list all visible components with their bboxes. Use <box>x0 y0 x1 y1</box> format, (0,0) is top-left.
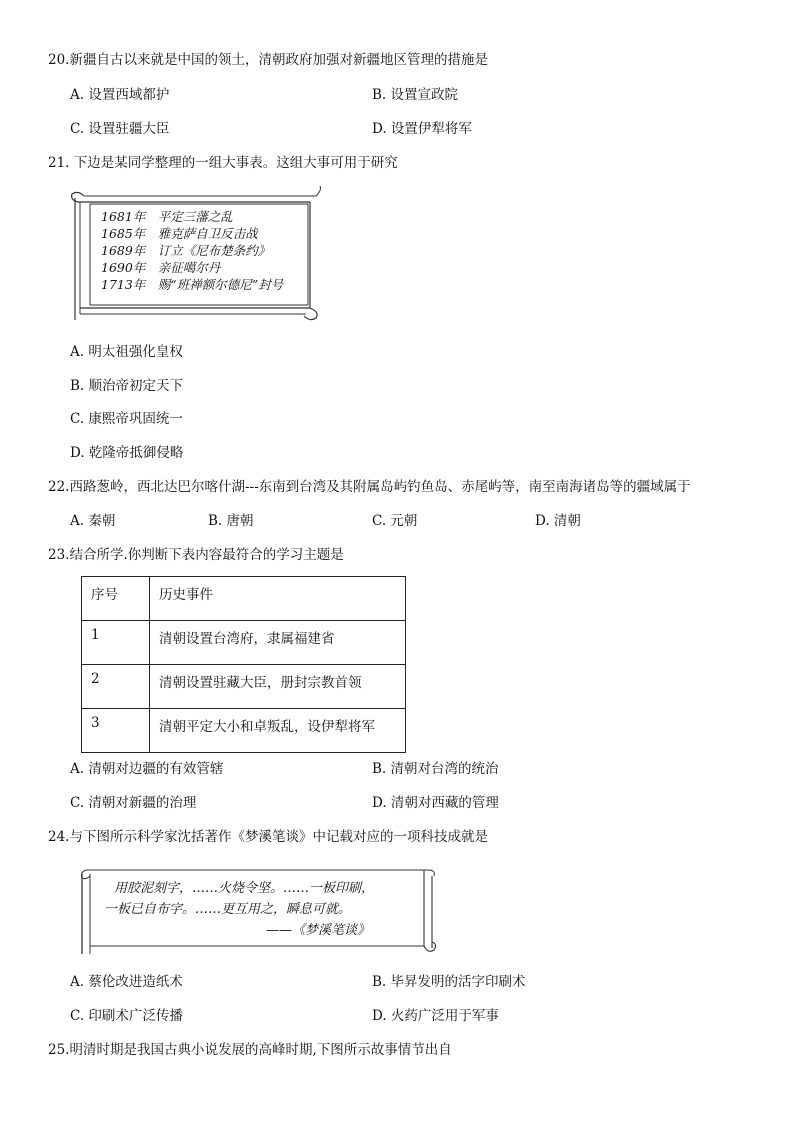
header-number: 序号 <box>91 587 118 603</box>
question-22-stem: 22.西路葱岭，西北达巴尔喀什湖---东南到台湾及其附属岛屿钓鱼岛、赤尾屿等，南至南海诸岛等的疆域属于 <box>48 479 691 495</box>
q22-option-b[interactable]: B. 唐朝 <box>208 513 254 529</box>
header-event: 历史事件 <box>159 587 213 603</box>
row-3-event: 清朝平定大小和卓叛乱，设伊犁将军 <box>159 719 375 735</box>
q23-option-a[interactable]: A. 清朝对边疆的有效管辖 <box>70 761 224 777</box>
table-row <box>82 665 406 709</box>
quote-line-2: 一板已自布字。……更互用之，瞬息可就。 <box>104 902 352 917</box>
event-scroll-image <box>70 186 324 322</box>
events-table <box>81 576 406 753</box>
event-line-3: 1689年 订立《尼布楚条约》 <box>101 243 271 258</box>
q21-option-b[interactable]: B. 顺治帝初定天下 <box>70 378 184 394</box>
table-row <box>82 621 406 665</box>
event-line-1: 1681年 平定三藩之乱 <box>101 209 233 224</box>
row-1-event: 清朝设置台湾府，隶属福建省 <box>159 631 335 647</box>
q22-option-c[interactable]: C. 元朝 <box>372 513 418 529</box>
question-25-stem: 25.明清时期是我国古典小说发展的高峰时期,下图所示故事情节出自 <box>48 1042 452 1058</box>
question-21-stem: 21. 下边是某同学整理的一组大事表。这组大事可用于研究 <box>48 155 398 171</box>
q21-option-d[interactable]: D. 乾隆帝抵御侵略 <box>70 445 184 461</box>
q24-option-d[interactable]: D. 火药广泛用于军事 <box>372 1008 499 1024</box>
question-20-stem: 20.新疆自古以来就是中国的领土，清朝政府加强对新疆地区管理的措施是 <box>48 52 488 68</box>
q22-option-a[interactable]: A. 秦朝 <box>70 513 116 529</box>
quote-source: ——《梦溪笔谈》 <box>266 923 371 938</box>
table-header-row <box>82 577 406 621</box>
event-line-5: 1713年 赐“班禅额尔德尼”封号 <box>101 277 284 292</box>
q23-option-b[interactable]: B. 清朝对台湾的统治 <box>372 761 499 777</box>
q21-option-a[interactable]: A. 明太祖强化皇权 <box>70 344 183 360</box>
q20-option-d[interactable]: D. 设置伊犁将军 <box>372 121 472 137</box>
q24-option-b[interactable]: B. 毕昇发明的活字印刷术 <box>372 974 526 990</box>
mengxi-quote <box>104 878 375 941</box>
q23-option-d[interactable]: D. 清朝对西藏的管理 <box>372 795 499 811</box>
row-2-event: 清朝设置驻藏大臣，册封宗教首领 <box>159 675 362 691</box>
q21-option-c[interactable]: C. 康熙帝巩固统一 <box>70 411 183 427</box>
q24-option-c[interactable]: C. 印刷术广泛传播 <box>70 1008 183 1024</box>
row-1-number: 1 <box>91 627 100 643</box>
q24-option-a[interactable]: A. 蔡伦改进造纸术 <box>70 974 183 990</box>
event-line-4: 1690年 亲征噶尔丹 <box>101 260 221 275</box>
q20-option-b[interactable]: B. 设置宣政院 <box>372 87 459 103</box>
row-3-number: 3 <box>91 715 100 731</box>
q20-option-a[interactable]: A. 设置西域都护 <box>70 87 170 103</box>
mengxi-scroll-image <box>78 866 440 956</box>
q23-option-c[interactable]: C. 清朝对新疆的治理 <box>70 795 197 811</box>
quote-line-1: 用胶泥刻字，……火烧令坚。……一板印刷， <box>114 881 375 896</box>
question-23-stem: 23.结合所学.你判断下表内容最符合的学习主题是 <box>48 547 344 563</box>
event-line-2: 1685年 雅克萨自卫反击战 <box>101 226 258 241</box>
q22-option-d[interactable]: D. 清朝 <box>535 513 581 529</box>
q20-option-c[interactable]: C. 设置驻疆大臣 <box>70 121 170 137</box>
table-row <box>82 709 406 753</box>
question-24-stem: 24.与下图所示科学家沈括著作《梦溪笔谈》中记载对应的一项科技成就是 <box>48 829 488 845</box>
event-list <box>101 208 283 293</box>
row-2-number: 2 <box>91 671 100 687</box>
